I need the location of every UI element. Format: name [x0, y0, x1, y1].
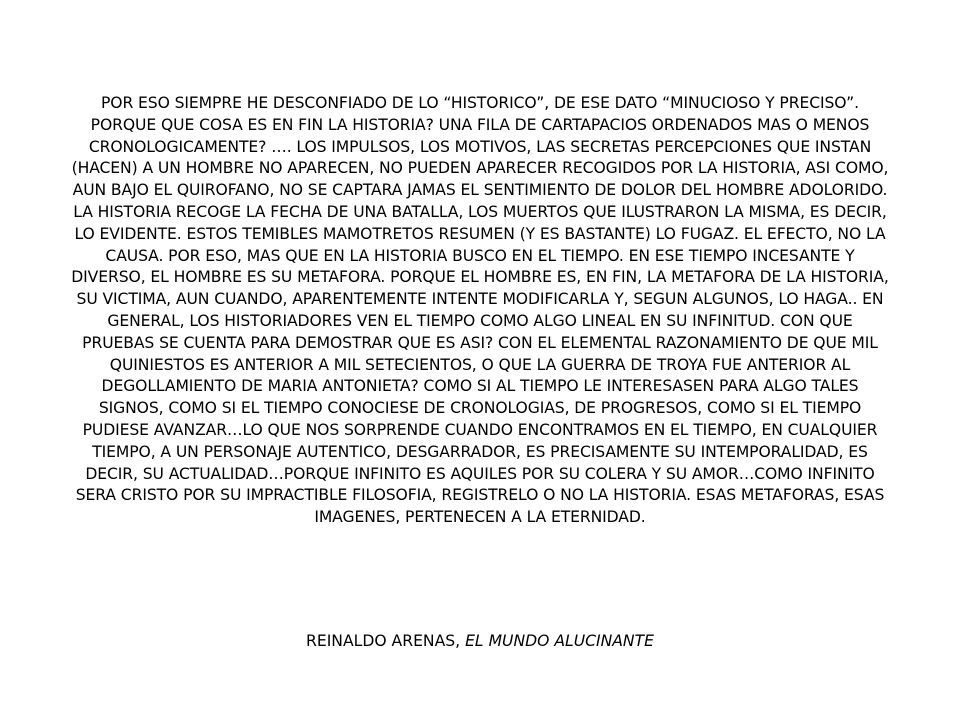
- author-name: REINALDO ARENAS,: [306, 632, 461, 650]
- quote-paragraph-1: POR ESO SIEMPRE HE DESCONFIADO DE LO “HISTORICO”, DE ESE DATO “MINUCIOSO Y PRECISO”. PORQUE QUE COSA ES EN FIN LA HISTORIA? UNA FILA DE CARTAPACIOS ORDENADOS MAS O MENOS CRONOLOGICAMENTE? …. LOS IMPULSOS, LOS MOTIVOS, LAS SECRETAS PERCEPCIONES QUE INSTAN (HACEN) A UN HOMBRE NO APARECEN, NO PUEDEN APARECER RECOGIDOS POR LA HISTORIA, ASI COMO, AUN BAJO EL QUIROFANO, NO SE CAPTARA JAMAS EL SENTIMIENTO DE DOLOR DEL HOMBRE ADOLORIDO.: [71, 94, 889, 200]
- quote-paragraph-2: LA HISTORIA RECOGE LA FECHA DE UNA BATALLA, LOS MUERTOS QUE ILUSTRARON LA MISMA, ES DECIR, LO EVIDENTE. ESTOS TEMIBLES MAMOTRETOS RESUMEN (Y ES BASTANTE) LO FUGAZ. EL EFECTO, NO LA CAUSA. POR ESO, MAS QUE EN LA HISTORIA BUSCO EN EL TIEMPO. EN ESE TIEMPO INCESANTE Y DIVERSO, EL HOMBRE ES SU METAFORA. PORQUE EL HOMBRE ES, EN FIN, LA METAFORA DE LA HISTORIA, SU VICTIMA, AUN CUANDO, APARENTEMENTE INTENTE MODIFICARLA Y, SEGUN ALGUNOS, LO HAGA.. EN GENERAL, LOS HISTORIADORES VEN EL TIEMPO COMO ALGO LINEAL EN SU INFINITUD. CON QUE PRUEBAS SE CUENTA PARA DEMOSTRAR QUE ES ASI? CON EL ELEMENTAL RAZONAMIENTO DE QUE MIL QUINIESTOS ES ANTERIOR A MIL SETECIENTOS, O QUE LA GUERRA DE TROYA FUE ANTERIOR AL DEGOLLAMIENTO DE MARIA ANTONIETA? COMO SI AL TIEMPO LE INTERESASEN PARA ALGO TALES SIGNOS, COMO SI EL TIEMPO CONOCIESE DE CRONOLOGIAS, DE PROGRESOS, COMO SI EL TIEMPO PUDIESE AVANZAR…LO QUE NOS SORPRENDE CUANDO ENCONTRAMOS EN EL TIEMPO, EN CUALQUIER TIEMPO, A UN PERSONAJE AUTENTICO, DESGARRADOR, ES PRECISAMENTE SU INTEMPORALIDAD, ES DECIR, SU ACTUALIDAD…PORQUE INFINITO ES AQUILES POR SU COLERA Y SU AMOR…COMO INFINITO SERA CRISTO POR SU IMPRACTIBLE FILOSOFIA, REGISTRELO O NO LA HISTORIA. ESAS METAFORAS, ESAS IMAGENES, PERTENECEN A LA ETERNIDAD.: [71, 202, 889, 527]
- attribution: [70, 631, 890, 653]
- quote-text-block: [70, 93, 890, 529]
- book-title: EL MUNDO ALUCINANTE: [465, 632, 654, 650]
